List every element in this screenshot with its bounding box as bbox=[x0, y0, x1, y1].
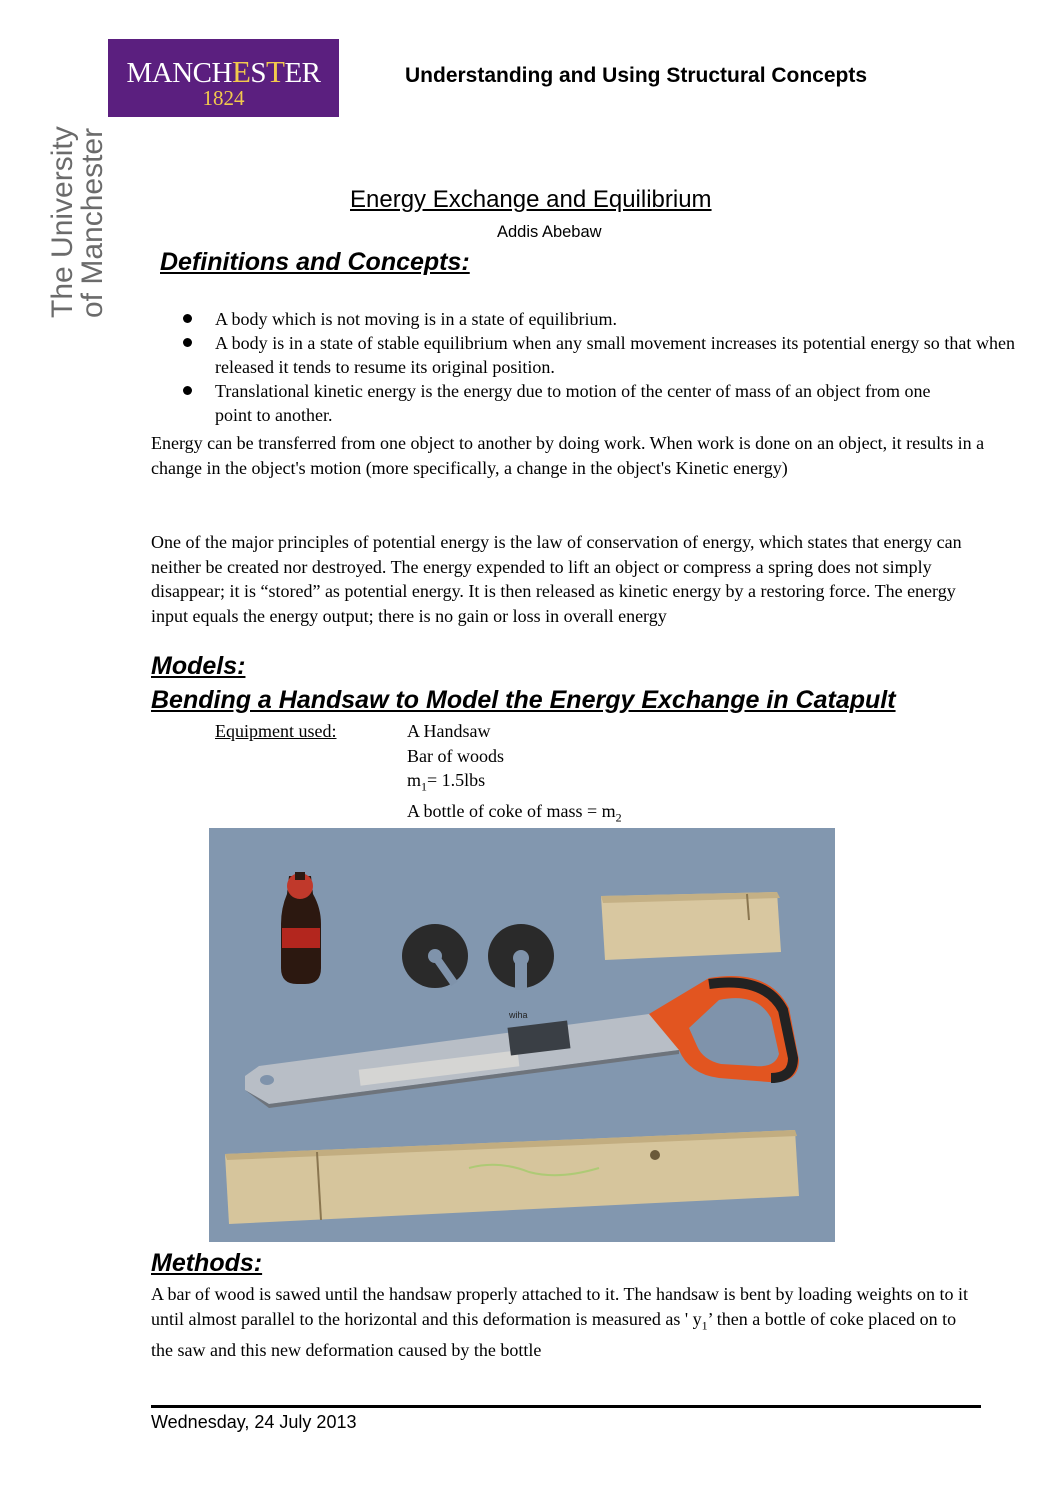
list-item: A body which is not moving is in a state of equilibrium. bbox=[180, 307, 1015, 331]
equipment-item: $m_1= 1.5lbs$ bbox=[407, 770, 486, 794]
logo-wordmark: MANCHESTER bbox=[126, 54, 321, 89]
bullet-icon bbox=[183, 338, 192, 347]
logo-year: 1824 bbox=[202, 86, 245, 110]
paragraph-energy-transfer: Energy can be transferred from one object to another by doing work. When work is done on an object, it results in a change in the object's motion (more specifically, a change in the object's Kinetic energy) bbox=[151, 433, 985, 478]
heading-methods: Methods: bbox=[151, 1249, 263, 1277]
equipment-item: Bar of woods bbox=[407, 745, 504, 766]
bullet-icon bbox=[183, 386, 192, 395]
equipment-photo bbox=[209, 828, 835, 1242]
equipment-item: A Handsaw bbox=[407, 721, 491, 741]
heading-definitions: Definitions and Concepts: bbox=[160, 248, 470, 276]
heading-models-subtitle: Bending a Handsaw to Model the Energy Exchange in Catapult bbox=[151, 686, 896, 714]
footer-divider bbox=[151, 1405, 981, 1408]
wood-block-small bbox=[601, 892, 781, 960]
saw-brand-label: wiha bbox=[509, 1010, 528, 1020]
slotted-weight bbox=[402, 924, 468, 988]
paragraph-methods: A bar of wood is sawed until the handsaw properly attached to it. The handsaw is bent by loading weights on to it until almost parallel to the horizontal and this deformation is measured as ' $y_1$’ then a bottle of coke placed on to the saw and this new deformation caused by the bottle bbox=[151, 1284, 969, 1360]
author-name: Addis Abebaw bbox=[497, 223, 602, 241]
paragraph-conservation: One of the major principles of potential energy is the law of conservation of energy, which states that energy can neither be created nor destroyed. The energy expended to lift an object or compress a spring does not simply disappear; it is “stored” as potential energy. It is then released as kinetic energy by a restoring force. The energy input equals the energy output; there is no gain or loss in overall energy bbox=[151, 532, 962, 626]
document-title: Energy Exchange and Equilibrium bbox=[350, 186, 712, 213]
bullet-icon bbox=[183, 314, 192, 323]
equipment-label: Equipment used: bbox=[215, 721, 337, 741]
university-logo bbox=[108, 39, 339, 117]
definitions-list bbox=[180, 307, 1015, 427]
list-item: A body is in a state of stable equilibrium when any small movement increases its potential energy so that when released it tends to resume its original position. bbox=[180, 331, 1015, 379]
list-item: Translational kinetic energy is the energy due to motion of the center of mass of an object from one point to another. bbox=[180, 379, 960, 427]
footer-date: Wednesday, 24 July 2013 bbox=[151, 1412, 357, 1432]
equipment-item: A bottle of coke of mass = $m_2$ bbox=[407, 801, 622, 825]
header-title: Understanding and Using Structural Concepts bbox=[405, 64, 868, 87]
university-side-text: The University of Manchester bbox=[46, 126, 109, 318]
heading-models: Models: bbox=[151, 652, 246, 680]
